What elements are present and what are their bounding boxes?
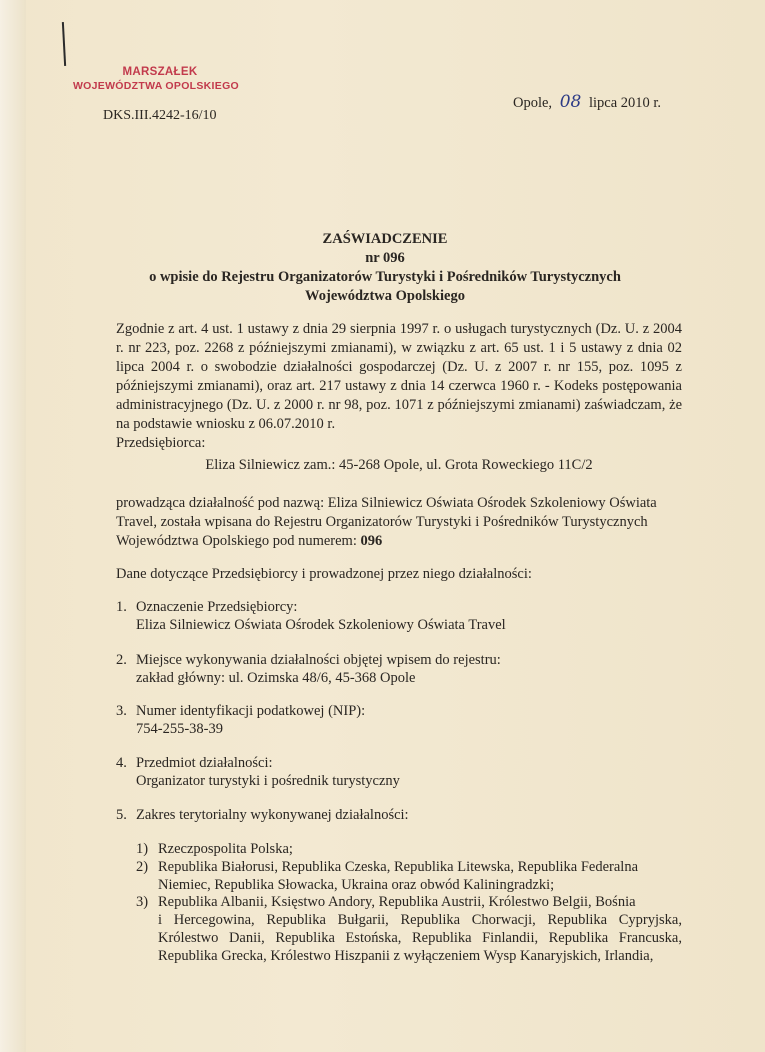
date-handwritten-day: 08 [559,92,582,112]
pen-mark [62,22,66,66]
title-line-2: nr 096 [365,250,405,266]
item-value: 754-255-38-39 [136,721,223,737]
registration-text: prowadząca działalność pod nazwą: Eliza Silniewicz Oświata Ośrodek Szkoleniowy Oświata Travel, została wpisana do Rejestru Organizatorów Turystyki i Pośredników Turystycznych Województwa Opolskiego pod numerem: [116,495,657,549]
item-label: Oznaczenie Przedsiębiorcy: [136,599,298,615]
certificate-title [120,230,650,306]
territory-number: 3) [136,894,149,910]
reference-number: DKS.III.4242-16/10 [103,108,217,123]
territory-text: Republika Białorusi, Republika Czeska, Republika Litewska, Republika Federalna [158,859,639,875]
legal-basis-text: Zgodnie z art. 4 ust. 1 ustawy z dnia 29 sierpnia 1997 r. o usługach turystycznych (Dz. U. z 2004 r. nr 223, poz. 2268 z późniejszymi zmianami), w związku z art. 65 ust. 1 i 5 ustawy z dnia 02 lipca 2004 r. o swobodzie działalności gospodarczej (Dz. U. z 2007 r. nr 155, poz. 1095 z późniejszymi zmianami), oraz art. 217 ustawy z dnia 14 czerwca 1960 r. - Kodeks postępowania administracyjnego (Dz. U. z 2000 r. nr 98, poz. 1071 z późniejszymi zmianami) zaświadczam, że na podstawie wniosku z 06.07.2010 r. [116,321,682,432]
item-label: Zakres terytorialny wykonywanej działalności: [136,807,409,823]
item-number: 4. [116,755,127,771]
title-line-1: ZAŚWIADCZENIE [322,231,448,247]
stamp-line-1: MARSZAŁEK [122,66,198,78]
stamp-line-2: WOJEWÓDZTWA OPOLSKIEGO [72,80,240,92]
item-label: Przedmiot działalności: [136,755,273,771]
list-item [116,598,682,634]
territory-number: 1) [136,841,149,857]
date-suffix: lipca 2010 r. [588,95,662,111]
data-intro: Dane dotyczące Przedsiębiorcy i prowadzonej przez niego działalności: [116,566,532,582]
territory-item [136,893,682,965]
list-item [116,702,682,738]
territory-item [136,858,682,894]
date-prefix: Opole, [513,95,553,111]
territory-continuation: i Hercegowina, Republika Bułgarii, Republika Chorwacji, Republika Cypryjska, Królestwo Danii, Republika Estońska, Republika Finlandii, Republika Francuska, Republika Grecka, Królestwo Hiszpanii z wyłączeniem Wysp Kanaryjskich, Irlandia, [158,912,682,964]
territory-number: 2) [136,859,149,875]
item-value: Eliza Silniewicz Oświata Ośrodek Szkoleniowy Oświata Travel [136,617,506,633]
legal-basis-end: Przedsiębiorca: [116,435,206,451]
item-label: Numer identyfikacji podatkowej (NIP): [136,703,366,719]
item-label: Miejsce wykonywania działalności objętej wpisem do rejestru: [136,652,501,668]
item-number: 2. [116,652,127,668]
entrepreneur-address: Eliza Silniewicz zam.: 45-268 Opole, ul. Grota Roweckiego 11C/2 [205,457,593,473]
official-stamp [72,65,248,93]
paper-edge [0,0,26,1052]
title-line-4: Województwa Opolskiego [305,288,465,304]
item-number: 5. [116,807,127,823]
item-number: 1. [116,599,127,615]
registration-paragraph [116,494,682,551]
document-date [513,92,661,112]
territory-item [136,840,682,858]
list-item [116,651,682,687]
registration-number: 096 [360,533,383,549]
item-number: 3. [116,703,127,719]
item-value: Organizator turystyki i pośrednik turystyczny [136,773,400,789]
legal-basis-paragraph [116,320,682,453]
territory-text: Rzeczpospolita Polska; [158,841,293,857]
territory-text: Republika Albanii, Księstwo Andory, Republika Austrii, Królestwo Belgii, Bośnia [158,894,636,910]
list-item [116,806,682,824]
territory-continuation: Niemiec, Republika Słowacka, Ukraina oraz obwód Kaliningradzki; [158,877,555,893]
title-line-3: o wpisie do Rejestru Organizatorów Turystyki i Pośredników Turystycznych [149,269,621,285]
list-item [116,754,682,790]
item-value: zakład główny: ul. Ozimska 48/6, 45-368 Opole [136,670,416,686]
